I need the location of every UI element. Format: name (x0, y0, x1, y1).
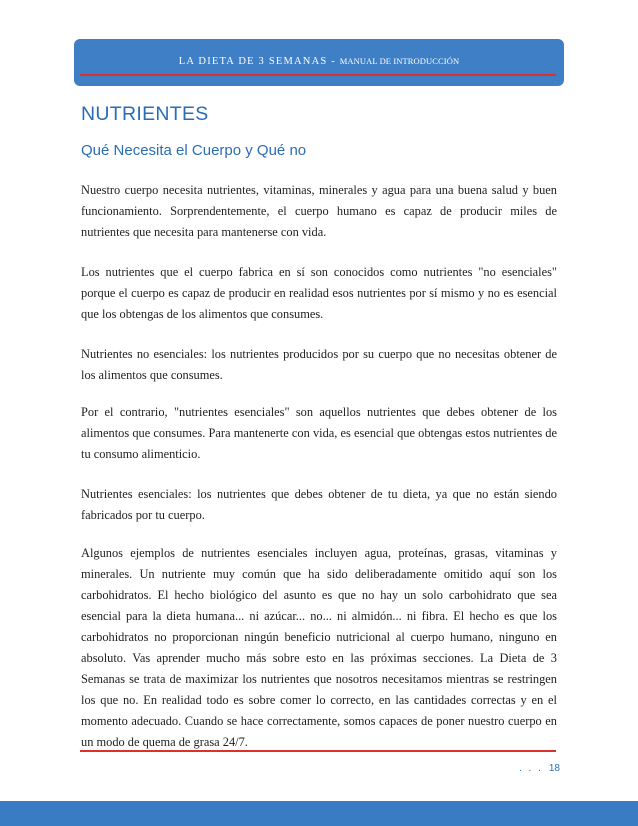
running-header-title: LA DIETA DE 3 SEMANAS - (178, 56, 340, 67)
page-number-value: 18 (548, 763, 560, 774)
running-header-subtitle: MANUAL DE INTRODUCCIÓN (339, 56, 460, 66)
paragraph: Nutrientes no esenciales: los nutrientes producidos por su cuerpo que no necesitas obtener de los alimentos que consumes. (81, 347, 557, 382)
paragraph: Por el contrario, "nutrientes esenciales" son aquellos nutrientes que debes obtener de los alimentos que consumes. Para mantenerte con vida, es esencial que obtengas estos nutrientes de tu consumo alimenticio. (81, 405, 557, 461)
section-title: NUTRIENTES (81, 103, 209, 125)
paragraph: Algunos ejemplos de nutrientes esenciales incluyen agua, proteínas, grasas, vitaminas y minerales. Un nutriente muy común que ha sido deliberadamente omitido aquí son los carbohidratos. El hecho biológico del asunto es que no hay un solo carbohidrato que sea esencial para la dieta humana... ni azúcar... no... ni almidón... ni fibra. El hecho es que los carbohidratos no proporcionan ningún beneficio nutricional al cuerpo humano, ninguno en absoluto. Vas aprender mucho más sobre esto en las próximas secciones. La Dieta de 3 Semanas se trata de maximizar los nutrientes que nosotros necesitamos mientras se restringen los que no. En realidad todo es sobre comer lo correcto, en las cantidades correctas y en el momento adecuado. Cuando se hace correctamente, somos capaces de poner nuestro cuerpo en un modo de quema de grasa 24/7. (81, 546, 557, 749)
page-header-band (74, 39, 564, 86)
page-number-dots: . . . (518, 763, 543, 774)
paragraph: Nuestro cuerpo necesita nutrientes, vitaminas, minerales y agua para una buena salud y buen funcionamiento. Sorprendentemente, el cuerpo humano es capaz de producir miles de nutrientes que necesita para mantenerse con vida. (81, 183, 557, 239)
page-number (510, 763, 560, 774)
running-header (74, 56, 564, 67)
page-bottom-band (0, 801, 638, 826)
subsection-title: Qué Necesita el Cuerpo y Qué no (81, 142, 307, 159)
header-divider (80, 74, 556, 76)
paragraph: Los nutrientes que el cuerpo fabrica en sí son conocidos como nutrientes "no esenciales" porque el cuerpo es capaz de producir en realidad esos nutrientes por sí mismo y no es esencial que los obtengas de los alimentos que consumes. (81, 265, 557, 321)
paragraph: Nutrientes esenciales: los nutrientes que debes obtener de tu dieta, ya que no están siendo fabricados por tu cuerpo. (81, 487, 557, 522)
footer-divider (80, 750, 556, 752)
